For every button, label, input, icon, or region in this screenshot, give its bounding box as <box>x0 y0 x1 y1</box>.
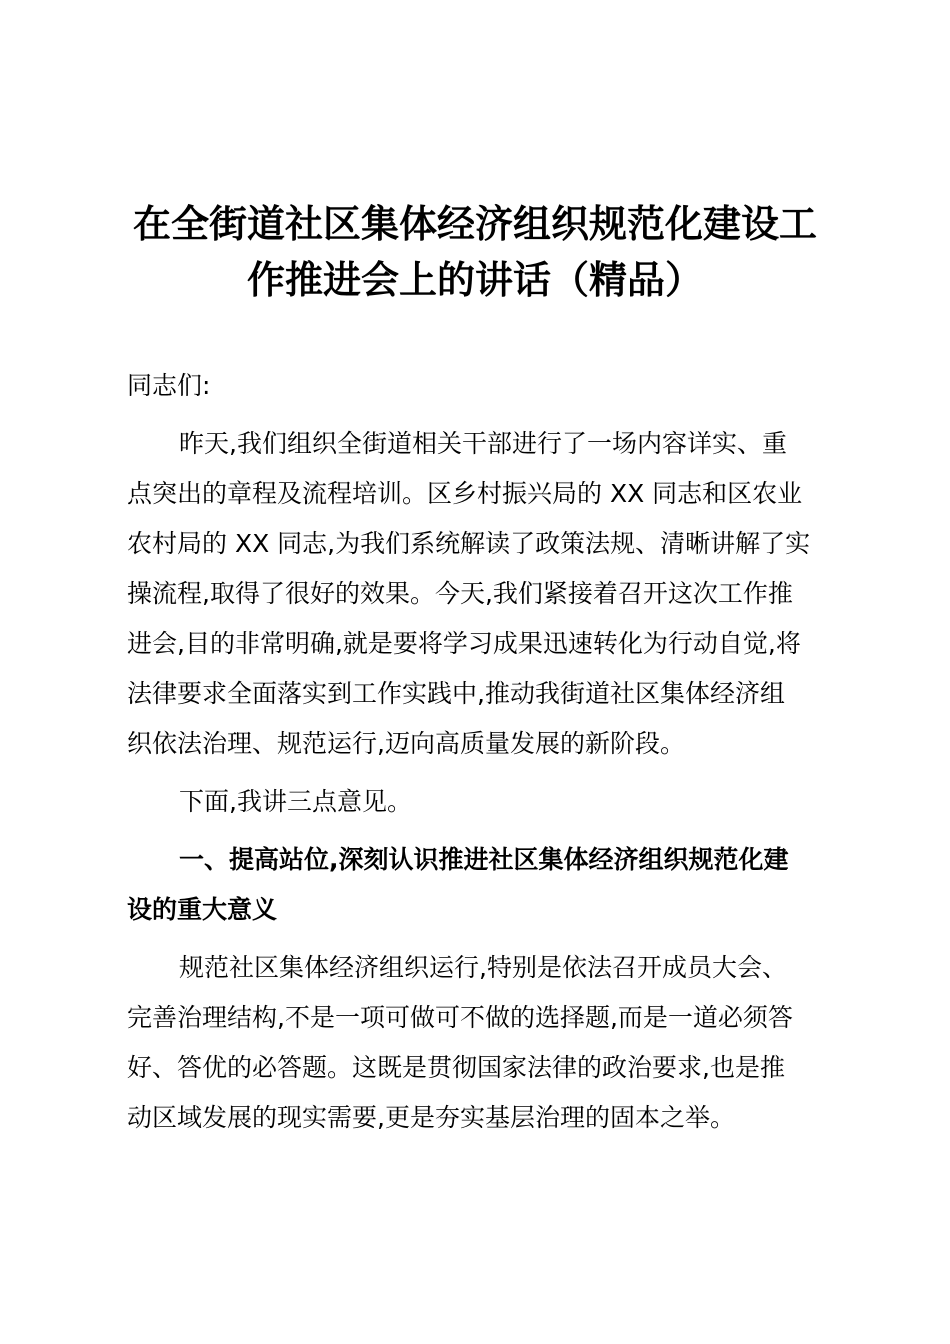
paragraph-1-line-5: 进会,目的非常明确,就是要将学习成果迅速转化为行动自觉,将 <box>127 629 801 658</box>
document-title <box>120 196 830 308</box>
paragraph-3-line-4: 动区域发展的现实需要,更是夯实基层治理的固本之举。 <box>127 1103 735 1132</box>
section-heading-line-2: 设的重大意义 <box>127 895 278 924</box>
paragraph-3-line-3: 好、答优的必答题。这既是贯彻国家法律的政治要求,也是推 <box>127 1053 785 1082</box>
paragraph-3-line-1: 规范社区集体经济组织运行,特别是依法召开成员大会、 <box>179 953 787 982</box>
paragraph-1-line-3: 农村局的 XX 同志,为我们系统解读了政策法规、清晰讲解了实 <box>127 529 811 558</box>
paragraph-1-line-2: 点突出的章程及流程培训。区乡村振兴局的 XX 同志和区农业 <box>127 479 803 508</box>
title-line-1: 在全街道社区集体经济组织规范化建设工 <box>132 202 817 246</box>
salutation: 同志们: <box>127 371 211 400</box>
paragraph-1-line-4: 操流程,取得了很好的效果。今天,我们紧接着召开这次工作推 <box>127 579 793 608</box>
title-line-2: 作推进会上的讲话（精品） <box>246 258 703 302</box>
paragraph-2-line-1: 下面,我讲三点意见。 <box>179 787 412 816</box>
paragraph-3-line-2: 完善治理结构,不是一项可做可不做的选择题,而是一道必须答 <box>127 1003 793 1032</box>
paragraph-1-line-1: 昨天,我们组织全街道相关干部进行了一场内容详实、重 <box>179 429 787 458</box>
paragraph-1-line-7: 织依法治理、规范运行,迈向高质量发展的新阶段。 <box>127 729 685 758</box>
section-heading-line-1: 一、提高站位,深刻认识推进社区集体经济组织规范化建 <box>179 845 789 874</box>
paragraph-1-line-6: 法律要求全面落实到工作实践中,推动我街道社区集体经济组 <box>127 679 785 708</box>
